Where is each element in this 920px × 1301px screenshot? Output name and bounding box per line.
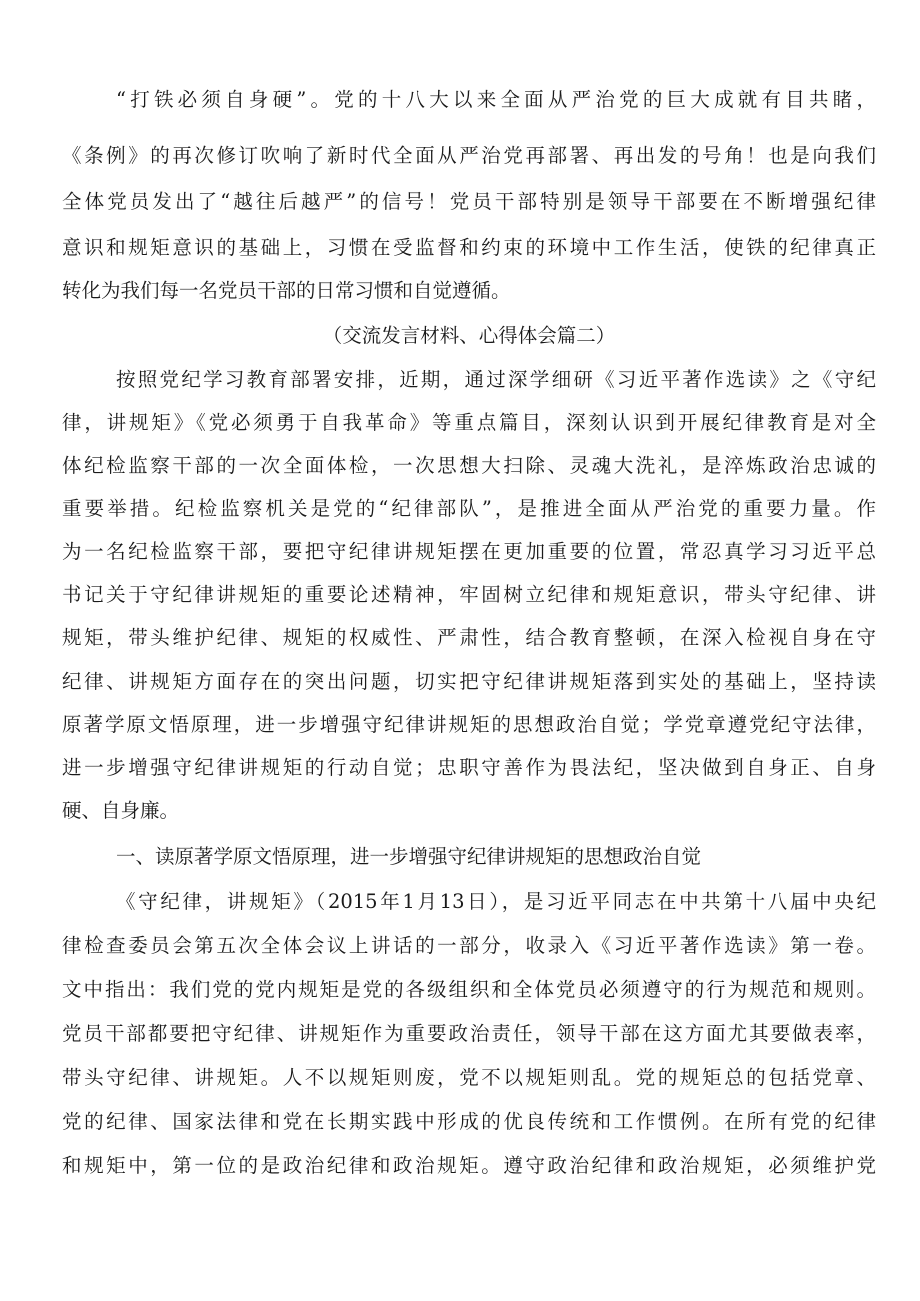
paragraph-1-line-4: 意识和规矩意识的基础上，习惯在受监督和约束的环境中工作生活，使铁的纪律真正 [62, 236, 876, 259]
section-title: （交流发言材料、心得体会篇二） [322, 324, 616, 347]
paragraph-2-line-7: 规矩，带头维护纪律、规矩的权威性、严肃性，结合教育整顿，在深入检视自身在守 [62, 626, 876, 649]
paragraph-3-line-3: 文中指出：我们党的党内规矩是党的各级组织和全体党员必须遵守的行为规范和规则。 [62, 978, 876, 1001]
paragraph-1-line-1: “打铁必须自身硬”。党的十八大以来全面从严治党的巨大成就有目共睹， [116, 88, 876, 111]
paragraph-3-line-5: 带头守纪律、讲规矩。人不以规矩则废，党不以规矩则乱。党的规矩总的包括党章、 [62, 1066, 876, 1089]
paragraph-1-line-3: 全体党员发出了“越往后越严”的信号！党员干部特别是领导干部要在不断增强纪律 [62, 190, 876, 213]
paragraph-3-line-2: 律检查委员会第五次全体会议上讲话的一部分，收录入《习近平著作选读》第一卷。 [62, 934, 876, 957]
paragraph-3-line-1: 《守纪律，讲规矩》（2015年1月13日），是习近平同志在中共第十八届中央纪 [116, 890, 876, 913]
paragraph-2-line-10: 进一步增强守纪律讲规矩的行动自觉；忠职守善作为畏法纪，坚决做到自身正、自身 [62, 756, 876, 779]
paragraph-2-line-9: 原著学原文悟原理，进一步增强守纪律讲规矩的思想政治自觉；学党章遵党纪守法律， [62, 713, 876, 736]
paragraph-1-line-2: 《条例》的再次修订吹响了新时代全面从严治党再部署、再出发的号角！也是向我们 [62, 144, 876, 167]
paragraph-2-line-6: 书记关于守纪律讲规矩的重要论述精神，牢固树立纪律和规矩意识，带头守纪律、讲 [62, 583, 876, 606]
heading-1: 一、读原著学原文悟原理，进一步增强守纪律讲规矩的思想政治自觉 [116, 845, 702, 868]
paragraph-2-line-3: 体纪检监察干部的一次全面体检，一次思想大扫除、灵魂大洗礼，是淬炼政治忠诚的 [62, 454, 876, 477]
paragraph-2-line-4: 重要举措。纪检监察机关是党的“纪律部队”，是推进全面从严治党的重要力量。作 [62, 497, 876, 520]
paragraph-3-line-6: 党的纪律、国家法律和党在长期实践中形成的优良传统和工作惯例。在所有党的纪律 [62, 1110, 876, 1133]
paragraph-2-line-1: 按照党纪学习教育部署安排，近期，通过深学细研《习近平著作选读》之《守纪 [116, 368, 876, 391]
paragraph-3-line-4: 党员干部都要把守纪律、讲规矩作为重要政治责任，领导干部在这方面尤其要做表率， [62, 1022, 876, 1045]
paragraph-2-line-11: 硬、自身廉。 [62, 799, 180, 822]
paragraph-2-line-8: 纪律、讲规矩方面存在的突出问题，切实把守纪律讲规矩落到实处的基础上，坚持读 [62, 670, 876, 693]
paragraph-2-line-2: 律，讲规矩》《党必须勇于自我革命》等重点篇目，深刻认识到开展纪律教育是对全 [62, 411, 876, 434]
paragraph-3-line-7: 和规矩中，第一位的是政治纪律和政治规矩。遵守政治纪律和政治规矩，必须维护党 [62, 1154, 876, 1177]
paragraph-2-line-5: 为一名纪检监察干部，要把守纪律讲规矩摆在更加重要的位置，常忍真学习习近平总 [62, 540, 876, 563]
paragraph-1-line-5: 转化为我们每一名党员干部的日常习惯和自觉遵循。 [62, 279, 511, 302]
